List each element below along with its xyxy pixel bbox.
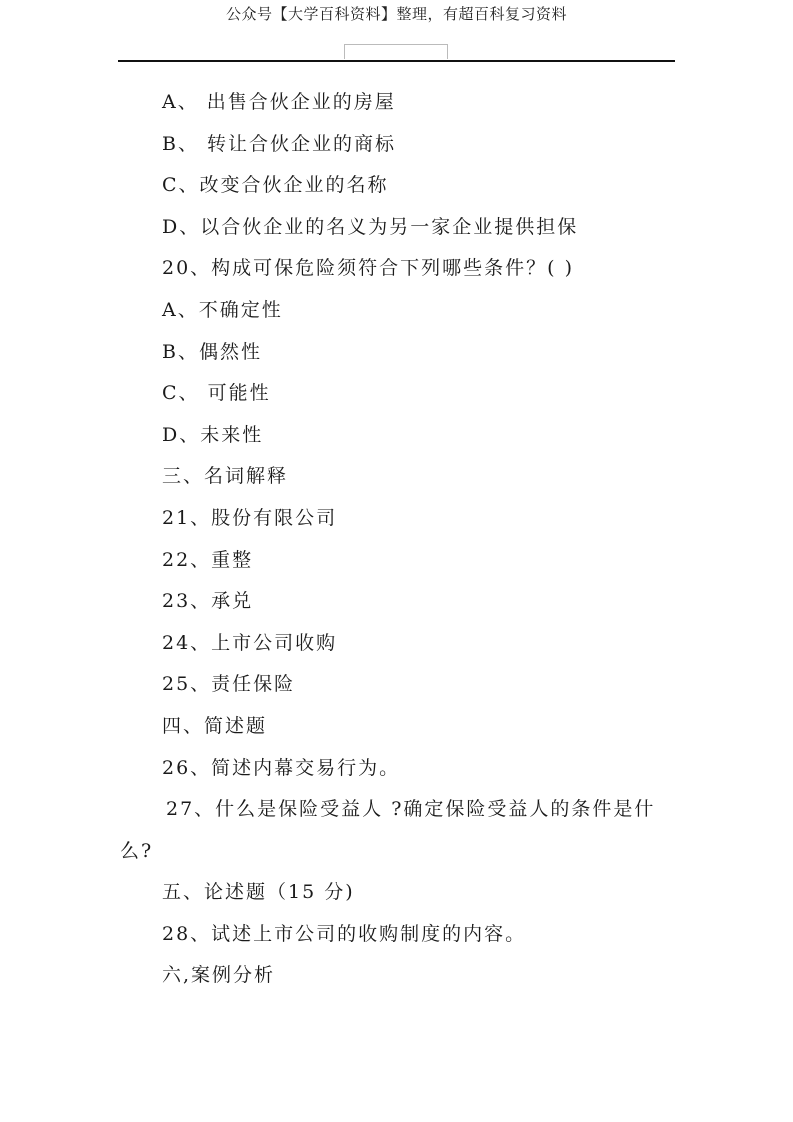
question-20: 20、构成可保危险须符合下列哪些条件？( ) (162, 257, 575, 279)
question-28: 28、试述上市公司的收购制度的内容。 (162, 923, 527, 945)
option-a-sell-house: A、 出售合伙企业的房屋 (162, 91, 396, 113)
q20-option-a: A、不确定性 (162, 299, 283, 321)
option-d-guarantee: D、以合伙企业的名义为另一家企业提供担保 (162, 216, 579, 238)
question-23: 23、承兑 (162, 590, 254, 612)
section-6-heading: 六,案例分析 (162, 964, 276, 986)
question-21: 21、股份有限公司 (162, 507, 338, 529)
section-4-heading: 四、简述题 (162, 715, 268, 737)
question-25: 25、责任保险 (162, 673, 296, 695)
question-24: 24、上市公司收购 (162, 632, 338, 654)
option-c-change-name: C、改变合伙企业的名称 (162, 174, 389, 196)
q20-option-b: B、偶然性 (162, 341, 262, 363)
question-27: 27、什么是保险受益人 ?确定保险受益人的条件是什 (166, 798, 656, 820)
option-b-transfer-trademark: B、 转让合伙企业的商标 (162, 133, 397, 155)
header-rule (118, 60, 675, 62)
question-26: 26、简述内幕交易行为。 (162, 757, 401, 779)
question-22: 22、重整 (162, 549, 254, 571)
section-3-heading: 三、名词解释 (162, 465, 289, 487)
header-tab-box (344, 44, 448, 59)
page-header-text: 公众号【大学百科资料】整理，有超百科复习资料 (225, 5, 567, 23)
question-27-continued: 么? (120, 840, 154, 862)
q20-option-c: C、 可能性 (162, 382, 271, 404)
section-5-heading: 五、论述题（15 分) (162, 881, 355, 903)
q20-option-d: D、未来性 (162, 424, 264, 446)
